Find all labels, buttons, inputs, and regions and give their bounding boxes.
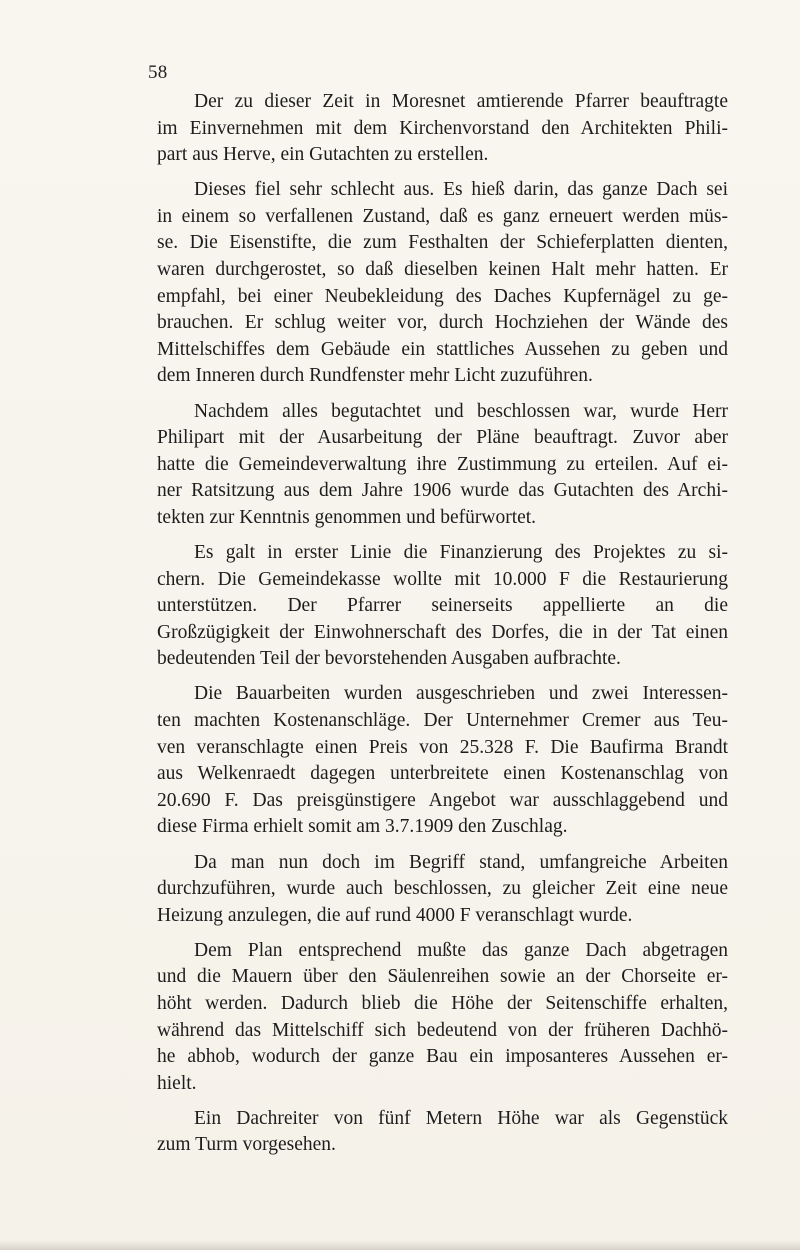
paragraph	[157, 177, 728, 390]
page-bottom-edge	[0, 1240, 800, 1250]
text-line: hatte die Gemeindeverwaltung ihre Zustimmung zu erteilen. Auf ei-	[157, 453, 728, 475]
text-line: Dem Plan entsprechend mußte das ganze Dach abgetragen	[194, 939, 728, 961]
text-line: tekten zur Kenntnis genommen und befürwortet.	[157, 506, 537, 528]
text-line: 20.690 F. Das preisgünstigere Angebot war ausschlaggebend und	[157, 789, 728, 811]
text-line: brauchen. Er schlug weiter vor, durch Hochziehen der Wände des	[157, 312, 728, 334]
text-line: zum Turm vorgesehen.	[157, 1134, 336, 1156]
text-line: Heizung anzulegen, die auf rund 4000 F veranschlagt wurde.	[157, 904, 633, 926]
text-line: Der zu dieser Zeit in Moresnet amtierende Pfarrer beauftragte	[194, 91, 728, 112]
text-line: aus Welkenraedt dagegen unterbreitete einen Kostenanschlag von	[157, 763, 728, 785]
text-line: diese Firma erhielt somit am 3.7.1909 den Zuschlag.	[157, 816, 568, 838]
text-line: part aus Herve, ein Gutachten zu erstellen.	[157, 144, 489, 166]
text-line: ten machten Kostenanschläge. Der Unternehmer Cremer aus Teu-	[157, 710, 728, 732]
paragraph	[157, 1106, 728, 1159]
text-line: in einem so verfallenen Zustand, daß es ganz erneuert werden müs-	[157, 205, 728, 227]
text-line: waren durchgerostet, so daß dieselben keinen Halt mehr hatten. Er	[157, 259, 728, 281]
text-line: bedeutenden Teil der bevorstehenden Ausgaben aufbrachte.	[157, 648, 621, 670]
paragraph	[157, 938, 728, 1098]
text-line: empfahl, bei einer Neubekleidung des Daches Kupfernägel zu ge-	[157, 285, 728, 307]
text-line: unterstützen. Der Pfarrer seinerseits appellierte an die	[157, 595, 728, 617]
text-line: und die Mauern über den Säulenreihen sowie an der Chorseite er-	[157, 966, 728, 988]
text-line: he abhob, wodurch der ganze Bau ein imposanteres Aussehen er-	[157, 1046, 728, 1068]
paragraph	[157, 850, 728, 930]
text-line: im Einvernehmen mit dem Kirchenvorstand den Architekten Phili-	[157, 117, 728, 139]
body-text	[157, 89, 728, 1168]
page-number: 58	[148, 62, 168, 83]
text-line: während das Mittelschiff sich bedeutend von der früheren Dachhö-	[157, 1019, 728, 1041]
text-line: se. Die Eisenstifte, die zum Festhalten der Schieferplatten dienten,	[157, 232, 728, 254]
text-line: hielt.	[157, 1072, 197, 1094]
text-line: Ein Dachreiter von fünf Metern Höhe war als Gegenstück	[194, 1107, 728, 1129]
text-line: Philipart mit der Ausarbeitung der Pläne beauftragt. Zuvor aber	[157, 427, 728, 449]
text-line: dem Inneren durch Rundfenster mehr Licht zuzuführen.	[157, 365, 593, 387]
text-line: höht werden. Dadurch blieb die Höhe der Seitenschiffe erhalten,	[157, 993, 728, 1014]
text-line: Nachdem alles begutachtet und beschlossen war, wurde Herr	[194, 400, 728, 422]
text-line: ner Ratsitzung aus dem Jahre 1906 wurde das Gutachten des Archi-	[157, 480, 728, 502]
text-line: Es galt in erster Linie die Finanzierung des Projektes zu si-	[194, 542, 728, 563]
text-line: durchzuführen, wurde auch beschlossen, zu gleicher Zeit eine neue	[157, 878, 728, 900]
paragraph	[157, 89, 728, 169]
text-line: Da man nun doch im Begriff stand, umfangreiche Arbeiten	[194, 851, 728, 873]
text-line: Die Bauarbeiten wurden ausgeschrieben und zwei Interessen-	[194, 683, 728, 705]
paragraph	[157, 540, 728, 673]
text-line: Dieses fiel sehr schlecht aus. Es hieß darin, das ganze Dach sei	[194, 179, 728, 201]
text-line: Großzügigkeit der Einwohnerschaft des Dorfes, die in der Tat einen	[157, 621, 728, 643]
text-line: chern. Die Gemeindekasse wollte mit 10.000 F die Restaurierung	[157, 568, 728, 590]
text-line: Mittelschiffes dem Gebäude ein stattliches Aussehen zu geben und	[157, 338, 728, 360]
paragraph	[157, 399, 728, 532]
paragraph	[157, 681, 728, 841]
text-line: ven veranschlagte einen Preis von 25.328 F. Die Baufirma Brandt	[157, 736, 728, 758]
